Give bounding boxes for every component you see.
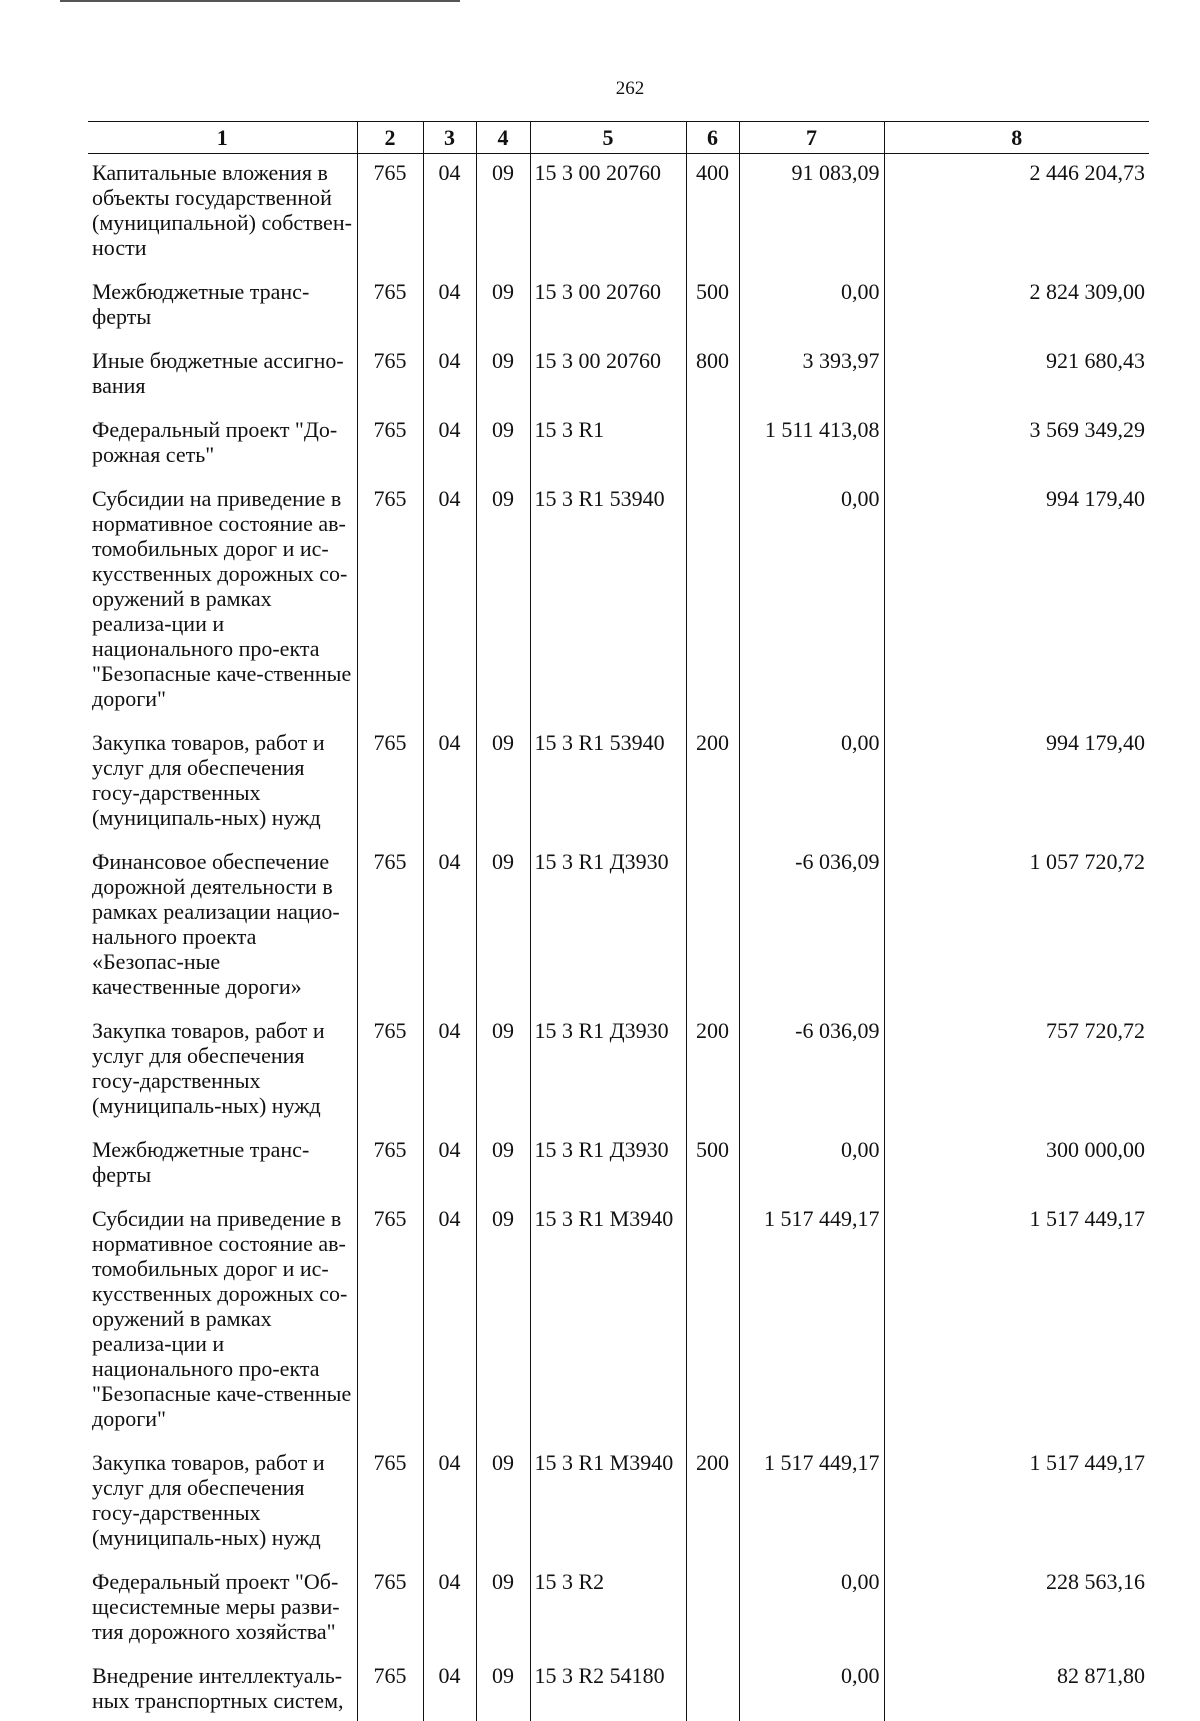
cell-target-code: 15 3 00 20760 <box>530 342 686 411</box>
cell-subsection: 09 <box>476 843 530 1012</box>
cell-target-code: 15 3 R1 53940 <box>530 480 686 724</box>
row-name: Межбюджетные транс-ферты <box>92 1137 310 1187</box>
cell-amount-7: 1 517 449,17 <box>739 1200 884 1444</box>
cell-ministry: 765 <box>357 843 423 1012</box>
cell-target-code: 15 3 R1 Д3930 <box>530 1131 686 1200</box>
cell-amount-7: 0,00 <box>739 273 884 342</box>
cell-expense-type <box>686 1657 739 1721</box>
table-row <box>88 724 1149 843</box>
cell-section: 04 <box>423 273 476 342</box>
cell-amount-8: 1 517 449,17 <box>884 1444 1149 1563</box>
table-row <box>88 843 1149 1012</box>
cell-section: 04 <box>423 480 476 724</box>
cell-expense-type <box>686 1200 739 1444</box>
row-name: Субсидии на приведение в нормативное состояние ав-томобильных дорог и ис-кусственных дорожных со-оружений в рамках реализа-ции и национального про-екта "Безопасные каче-ственные дороги" <box>92 486 352 711</box>
cell-subsection: 09 <box>476 1131 530 1200</box>
cell-section: 04 <box>423 411 476 480</box>
row-name: Закупка товаров, работ и услуг для обеспечения госу-дарственных (муниципаль-ных) нужд <box>92 1450 325 1550</box>
table-row <box>88 1200 1149 1444</box>
cell-expense-type <box>686 480 739 724</box>
page-number: 262 <box>615 78 645 99</box>
column-header: 1 <box>88 122 357 154</box>
cell-ministry: 765 <box>357 154 423 274</box>
cell-amount-7: 0,00 <box>739 1563 884 1657</box>
table-row <box>88 480 1149 724</box>
cell-subsection: 09 <box>476 1563 530 1657</box>
cell-subsection: 09 <box>476 480 530 724</box>
cell-amount-8: 300 000,00 <box>884 1131 1149 1200</box>
cell-expense-type <box>686 843 739 1012</box>
cell-amount-8: 3 569 349,29 <box>884 411 1149 480</box>
row-name: Закупка товаров, работ и услуг для обеспечения госу-дарственных (муниципаль-ных) нужд <box>92 730 325 830</box>
cell-target-code: 15 3 R1 Д3930 <box>530 843 686 1012</box>
budget-table <box>88 121 1149 1721</box>
cell-section: 04 <box>423 1563 476 1657</box>
table-row <box>88 1657 1149 1721</box>
cell-subsection: 09 <box>476 1200 530 1444</box>
column-header: 6 <box>686 122 739 154</box>
row-name: Федеральный проект "Об-щесистемные меры разви-тия дорожного хозяйства" <box>92 1569 340 1644</box>
cell-section: 04 <box>423 1012 476 1131</box>
cell-ministry: 765 <box>357 1012 423 1131</box>
cell-amount-7: 1 511 413,08 <box>739 411 884 480</box>
cell-amount-7: 91 083,09 <box>739 154 884 274</box>
cell-target-code: 15 3 00 20760 <box>530 273 686 342</box>
cell-subsection: 09 <box>476 273 530 342</box>
cell-ministry: 765 <box>357 1200 423 1444</box>
cell-expense-type <box>686 411 739 480</box>
table-row <box>88 411 1149 480</box>
table-row <box>88 1563 1149 1657</box>
cell-subsection: 09 <box>476 724 530 843</box>
column-header: 7 <box>739 122 884 154</box>
cell-section: 04 <box>423 154 476 274</box>
cell-section: 04 <box>423 1657 476 1721</box>
cell-ministry: 765 <box>357 1131 423 1200</box>
cell-expense-type: 800 <box>686 342 739 411</box>
top-edge-rule <box>60 0 460 2</box>
cell-ministry: 765 <box>357 273 423 342</box>
cell-target-code: 15 3 00 20760 <box>530 154 686 274</box>
table-row <box>88 273 1149 342</box>
table-header-row <box>88 122 1149 154</box>
cell-amount-7: 0,00 <box>739 1657 884 1721</box>
cell-ministry: 765 <box>357 411 423 480</box>
cell-expense-type: 500 <box>686 273 739 342</box>
cell-target-code: 15 3 R1 М3940 <box>530 1200 686 1444</box>
cell-amount-8: 921 680,43 <box>884 342 1149 411</box>
cell-expense-type: 400 <box>686 154 739 274</box>
cell-section: 04 <box>423 342 476 411</box>
cell-target-code: 15 3 R1 М3940 <box>530 1444 686 1563</box>
cell-ministry: 765 <box>357 1657 423 1721</box>
table-row <box>88 342 1149 411</box>
cell-amount-7: 0,00 <box>739 480 884 724</box>
row-name: Капитальные вложения в объекты государственной (муниципальной) собствен-ности <box>92 160 352 260</box>
cell-ministry: 765 <box>357 342 423 411</box>
cell-expense-type: 200 <box>686 1444 739 1563</box>
row-name: Финансовое обеспечение дорожной деятельности в рамках реализации нацио-нального проекта «Безопас-ные качественные дороги» <box>92 849 340 999</box>
cell-ministry: 765 <box>357 724 423 843</box>
cell-expense-type: 200 <box>686 724 739 843</box>
cell-amount-8: 228 563,16 <box>884 1563 1149 1657</box>
table-row <box>88 154 1149 274</box>
row-name: Иные бюджетные ассигно-вания <box>92 348 344 398</box>
cell-section: 04 <box>423 843 476 1012</box>
cell-amount-7: -6 036,09 <box>739 1012 884 1131</box>
cell-subsection: 09 <box>476 342 530 411</box>
cell-section: 04 <box>423 1444 476 1563</box>
cell-amount-7: 0,00 <box>739 1131 884 1200</box>
table-row <box>88 1012 1149 1131</box>
cell-subsection: 09 <box>476 154 530 274</box>
cell-subsection: 09 <box>476 411 530 480</box>
cell-amount-8: 2 824 309,00 <box>884 273 1149 342</box>
cell-ministry: 765 <box>357 1563 423 1657</box>
cell-section: 04 <box>423 724 476 843</box>
cell-target-code: 15 3 R1 53940 <box>530 724 686 843</box>
row-name: Внедрение интеллектуаль-ных транспортных систем, <box>92 1663 344 1713</box>
cell-target-code: 15 3 R1 <box>530 411 686 480</box>
column-header: 5 <box>530 122 686 154</box>
cell-target-code: 15 3 R2 54180 <box>530 1657 686 1721</box>
cell-ministry: 765 <box>357 480 423 724</box>
cell-target-code: 15 3 R1 Д3930 <box>530 1012 686 1131</box>
row-name: Межбюджетные транс-ферты <box>92 279 310 329</box>
column-header: 2 <box>357 122 423 154</box>
cell-amount-8: 994 179,40 <box>884 480 1149 724</box>
row-name: Закупка товаров, работ и услуг для обеспечения госу-дарственных (муниципаль-ных) нужд <box>92 1018 325 1118</box>
cell-subsection: 09 <box>476 1012 530 1131</box>
cell-amount-8: 1 057 720,72 <box>884 843 1149 1012</box>
table-row <box>88 1131 1149 1200</box>
cell-amount-8: 82 871,80 <box>884 1657 1149 1721</box>
cell-amount-8: 994 179,40 <box>884 724 1149 843</box>
column-header: 8 <box>884 122 1149 154</box>
cell-section: 04 <box>423 1131 476 1200</box>
cell-ministry: 765 <box>357 1444 423 1563</box>
cell-subsection: 09 <box>476 1444 530 1563</box>
column-header: 3 <box>423 122 476 154</box>
cell-amount-7: 3 393,97 <box>739 342 884 411</box>
cell-amount-7: -6 036,09 <box>739 843 884 1012</box>
table-row <box>88 1444 1149 1563</box>
cell-expense-type: 500 <box>686 1131 739 1200</box>
cell-amount-8: 757 720,72 <box>884 1012 1149 1131</box>
row-name: Субсидии на приведение в нормативное состояние ав-томобильных дорог и ис-кусственных дорожных со-оружений в рамках реализа-ции и национального про-екта "Безопасные каче-ственные дороги" <box>92 1206 352 1431</box>
row-name: Федеральный проект "До-рожная сеть" <box>92 417 338 467</box>
cell-amount-8: 1 517 449,17 <box>884 1200 1149 1444</box>
cell-amount-7: 1 517 449,17 <box>739 1444 884 1563</box>
cell-amount-8: 2 446 204,73 <box>884 154 1149 274</box>
cell-expense-type: 200 <box>686 1012 739 1131</box>
column-header: 4 <box>476 122 530 154</box>
cell-amount-7: 0,00 <box>739 724 884 843</box>
cell-section: 04 <box>423 1200 476 1444</box>
cell-subsection: 09 <box>476 1657 530 1721</box>
cell-target-code: 15 3 R2 <box>530 1563 686 1657</box>
cell-expense-type <box>686 1563 739 1657</box>
